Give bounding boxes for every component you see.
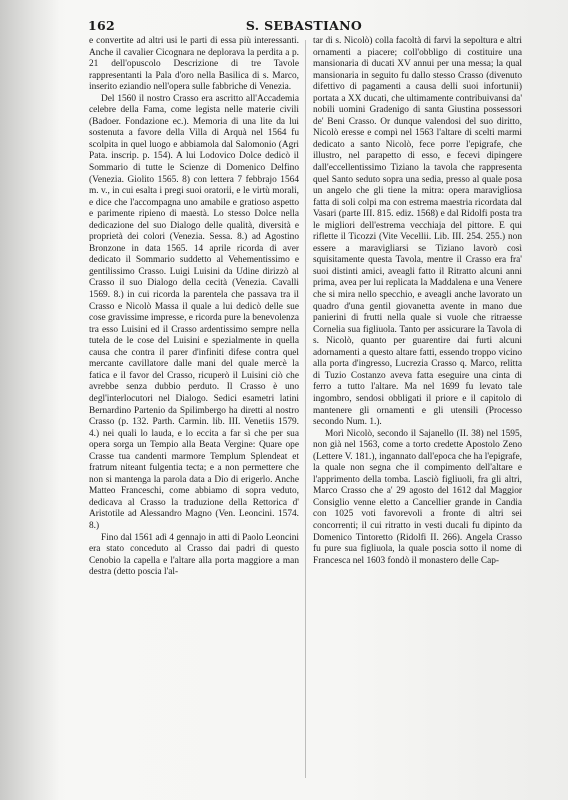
right-text-column (313, 36, 522, 780)
column-divider (305, 40, 306, 778)
running-title: S. SEBASTIANO (245, 18, 363, 33)
page-header (88, 18, 520, 36)
binding-shadow (0, 0, 60, 800)
page-number: 162 (88, 18, 115, 33)
paragraph: Fino dal 1561 adì 4 gennajo in atti di Paolo Leoncini era stato conceduto al Crasso dai padri di questo Cenobio la capella e l'altare alla porta maggiore a man destra (detto poscia l'al- (89, 532, 299, 578)
paragraph: tar di s. Nicolò) colla facoltà di farvi la sepoltura e altri ornamenti a piacere; coll'obbligo di costituire una mansionaria di ducati XV annui per una messa; la qual mansionaria in seguito fu dallo stesso Crasso (divenuto difettivo di pagamenti a causa delli suoi infortunii) portata a XX ducati, che ultimamente contribuivansi da' nobili uomini Gradenigo di santa Giustina possessori de' Beni Crasso. Or dunque valendosi del suo diritto, Nicolò eresse e compì nel 1563 l'altare di scelti marmi dedicato a santo Nicolò, fece porre l'epigrafe, che illustro, nel parapetto di esso, e fecevi dipingere dall'eccellentissimo Tiziano la tavola che rappresenta quel Santo seduto sopra una sedia, presso al quale posa un angelo che gli tiene la mitra: opera maravigliosa fatta di soli colpi ma con estrema maestria ricordata dal Vasari (parte III. 815. ediz. 1568) e dal Ridolfi posta tra le migliori dell'estrema vecchiaja del pittore. E qui riflette il Ticozzi (Vite Vecellii. Lib. III. 254. 255.) non essere a maravigliarsi se Tiziano lavorò così squisitamente questa Tavola, mentre il Crasso era fra' suoi distinti amici, aveagli fatto il Ritratto alcuni anni prima, avea per lui replicata la Maddalena e una Venere che si mira nello specchio, e aveagli anche lavorato un quadro d'una gentil giovanetta avente in mano due panierini di frutti nella quale si vuole che ritraesse Cornelia sua figliuola. Tanto per assicurare la Tavola di s. Nicolò, quanto per guarentire dai furti alcuni adornamenti a questo altare fatti, essendo troppo vicino alla porta d'ingresso, Lucrezia Crasso q. Marco, relitta di Tuzio Costanzo aveva fatta eseguire una cinta di ferro a tutto l'altare. Ma nel 1699 fu levato tale ingombro, sendosi obbligati il priore e il capitolo di mantenere gli ornamenti e gli utensili (Processo secondo Num. 1.). (313, 36, 522, 428)
paragraph: Morì Nicolò, secondo il Sajanello (II. 38) nel 1595, non già nel 1563, come a torto credette Apostolo Zeno (Lettere V. 181.), ingannato dall'epoca che ha l'epigrafe, la quale non segna che il compimento dell'altare e l'apprimento della tomba. Lasciò figliuoli, fra gli altri, Marco Crasso che a' 29 agosto del 1612 dal Maggior Consiglio venne eletto a Cancellier grande in Candia con 1025 voti favorevoli a fronte di altri sei concorrenti; il cui ritratto in vesti ducali fu dipinto da Domenico Tintoretto (Ridolfi II. 266). Angela Crasso fu pure sua figliuola, la quale poscia sotto il nome di Francesca nel 1603 fondò il monastero delle Cap- (313, 428, 522, 566)
paragraph: Del 1560 il nostro Crasso era ascritto all'Accademia celebre della Fama, come legista nelle materie civili (Badoer. Fondazione ec.). Memoria di una lite da lui sostenuta a favore della Villa di Arquà nel 1564 fu scolpita in quel luogo e abbiamola dal Salomonio (Agri Pata. inscrip. p. 154). A lui Lodovico Dolce dedicò il Sommario di tutte le Scienze di Domenico Delfino (Venezia. Giolito 1565. 8) con lettera 7 febbrajo 1564 m. v., in cui esalta i pregi suoi oratorii, e le virtù morali, e dice che l'accompagna uno amabile e gratioso aspetto e parimente ripieno di maestà. Lo stesso Dolce nella dedicazione del suo Dialogo delle qualità, diversità e proprietà dei colori (Venezia. Sessa. 8.) ad Agostino Bronzone in data 1565. 14 aprile ricorda di aver dedicato il Sommario suddetto al Vehementissimo e gentilissimo Crasso. Luigi Luisini da Udine dirizzò al Crasso il suo Dialogo della cecità (Venezia. Cavalli 1569. 8.) in cui ricorda la parentela che passava tra il Crasso e Nicolò Massa il quale a lui dedicò delle sue cose gravissime impresse, e ricorda pure la benevolenza tra esso Luisini ed il Crasso ardentissimo sempre nella tutela de le cose del Luisini e spezialmente in quella causa che contra il parer d'infiniti difese contra quel mercante cavillatore dalle mani del quale mercè la fatica e il favor del Crasso, ricuperò il Luisini ciò che avrebbe senza dubbio perduto. Il Crasso è uno degl'interlocutori nel Dialogo. Sedici esametri latini Bernardino Partenio da Spilimbergo ha diretti al nostro Crasso (p. 132. Parth. Carmin. lib. III. Venetiis 1579. 4.) nei quali lo lauda, e lo eccita a far sì che per sua opera sorga un Tempio alla Beata Vergine: Quare ope Crasse tua candenti marmore Templum Splendeat et fratrum niteant fulgentia tecta; e a non permettere che non si mantenga la parola data a Dio di erigerlo. Anche Matteo Franceschi, come abbiamo di sopra veduto, dedicava al Crasso la traduzione della Rettorica d' Aristotile ad Alessandro Magno (Ven. Leoncini. 1574. 8.) (89, 93, 299, 531)
paragraph: e convertite ad altri usi le parti di essa più interessanti. Anche il cavalier Cicognara ne deplorava la perdita a p. 21 dell'opuscolo Descrizione di tre Tavole rappresentanti la Pala d'oro nella Basilica di s. Marco, inserito eziandio nell'opera sulle fabbriche di Venezia. (89, 36, 299, 93)
left-text-column (89, 36, 299, 780)
